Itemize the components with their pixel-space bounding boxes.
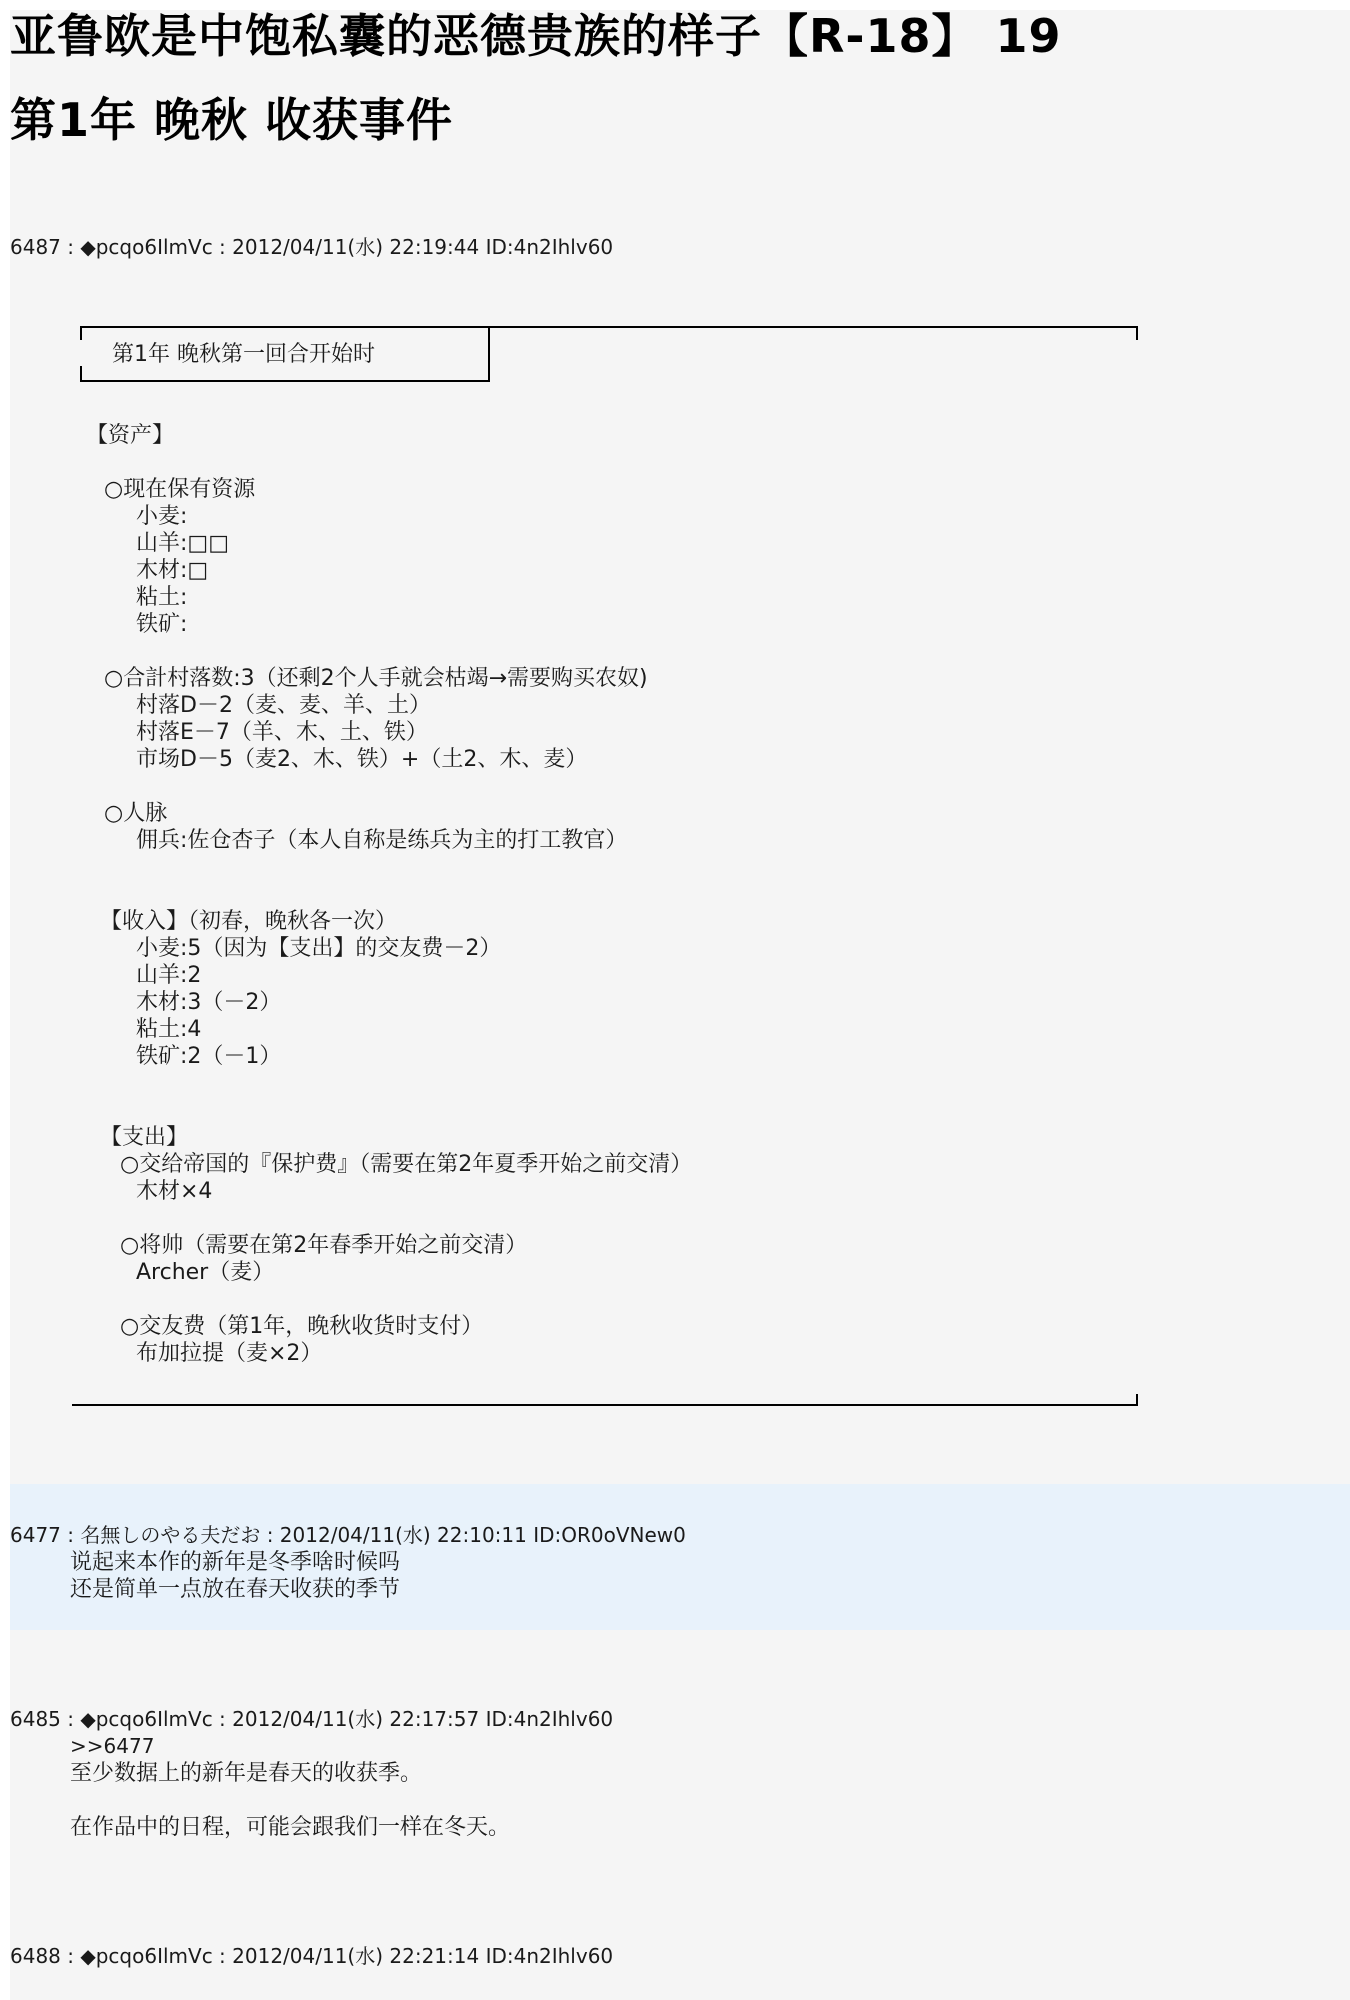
section-heading: 【资产】 — [86, 423, 175, 448]
list-item: ○将帅（需要在第2年春季开始之前交清） — [120, 1233, 528, 1258]
box-divider-tick — [488, 326, 490, 382]
list-item: 村落D－2（麦、麦、羊、土） — [136, 693, 431, 718]
list-item: ○人脉 — [104, 801, 168, 826]
box-title-bottom-border — [80, 380, 490, 382]
list-item: 小麦:5（因为【支出】的交友费－2） — [136, 936, 502, 961]
list-item: 村落E－7（羊、木、土、铁） — [136, 720, 428, 745]
post-header: 6487 : ◆pcqo6IlmVc : 2012/04/11(水) 22:19:44 ID:4n2Ihlv60 — [10, 235, 614, 259]
list-item: ○合計村落数:3（还剩2个人手就会枯竭→需要购买农奴) — [104, 666, 648, 691]
list-item: 山羊:2 — [136, 963, 202, 988]
box-title: 第1年 晚秋第一回合开始时 — [112, 342, 375, 367]
list-item: 铁矿: — [136, 612, 188, 637]
box-bottom-border — [72, 1404, 1138, 1406]
page-title: 亚鲁欧是中饱私囊的恶德贵族的样子【R-18】 19 — [10, 9, 1062, 63]
box-right-tick — [1136, 326, 1138, 340]
list-item: 粘土: — [136, 585, 188, 610]
post-line: 至少数据上的新年是春天的收获季。 — [70, 1761, 423, 1786]
box-left-tick — [80, 326, 82, 340]
section-heading: 【支出】 — [100, 1125, 189, 1150]
list-item: 铁矿:2（－1） — [136, 1044, 282, 1069]
list-item: 布加拉提（麦×2） — [136, 1341, 323, 1366]
list-item: 木材:3（－2） — [136, 990, 282, 1015]
post-line: 还是简单一点放在春天收获的季节 — [70, 1577, 401, 1602]
post-header: 6488 : ◆pcqo6IlmVc : 2012/04/11(水) 22:21:14 ID:4n2Ihlv60 — [10, 1944, 614, 1968]
list-item: ○现在保有资源 — [104, 477, 256, 502]
list-item: 木材:□ — [136, 558, 209, 583]
post-header: 6485 : ◆pcqo6IlmVc : 2012/04/11(水) 22:17:57 ID:4n2Ihlv60 — [10, 1707, 614, 1731]
list-item: 山羊:□□ — [136, 531, 229, 556]
box-top-border — [80, 326, 1138, 328]
chapter-title: 第1年 晚秋 收获事件 — [10, 93, 454, 147]
list-item: 木材×4 — [136, 1179, 213, 1204]
list-item: 佣兵:佐仓杏子（本人自称是练兵为主的打工教官） — [136, 828, 628, 853]
reply-anchor-link[interactable]: >>6477 — [70, 1734, 155, 1758]
post-line: 在作品中的日程，可能会跟我们一样在冬天。 — [70, 1815, 511, 1840]
box-bottom-right-tick — [1136, 1394, 1138, 1406]
post-header: 6477 : 名無しのやる夫だお : 2012/04/11(水) 22:10:11 ID:OR0oVNew0 — [10, 1523, 686, 1547]
list-item: 市场D－5（麦2、木、铁）+（土2、木、麦） — [136, 747, 588, 772]
list-item: ○交友费（第1年，晚秋收货时支付） — [120, 1314, 484, 1339]
list-item: 小麦: — [136, 504, 188, 529]
list-item: Archer（麦） — [136, 1260, 275, 1285]
post-line: 说起来本作的新年是冬季啥时候吗 — [70, 1550, 401, 1575]
section-heading: 【收入】（初春，晚秋各一次） — [100, 909, 398, 934]
list-item: ○交给帝国的『保护费』（需要在第2年夏季开始之前交清） — [120, 1152, 693, 1177]
list-item: 粘土:4 — [136, 1017, 202, 1042]
